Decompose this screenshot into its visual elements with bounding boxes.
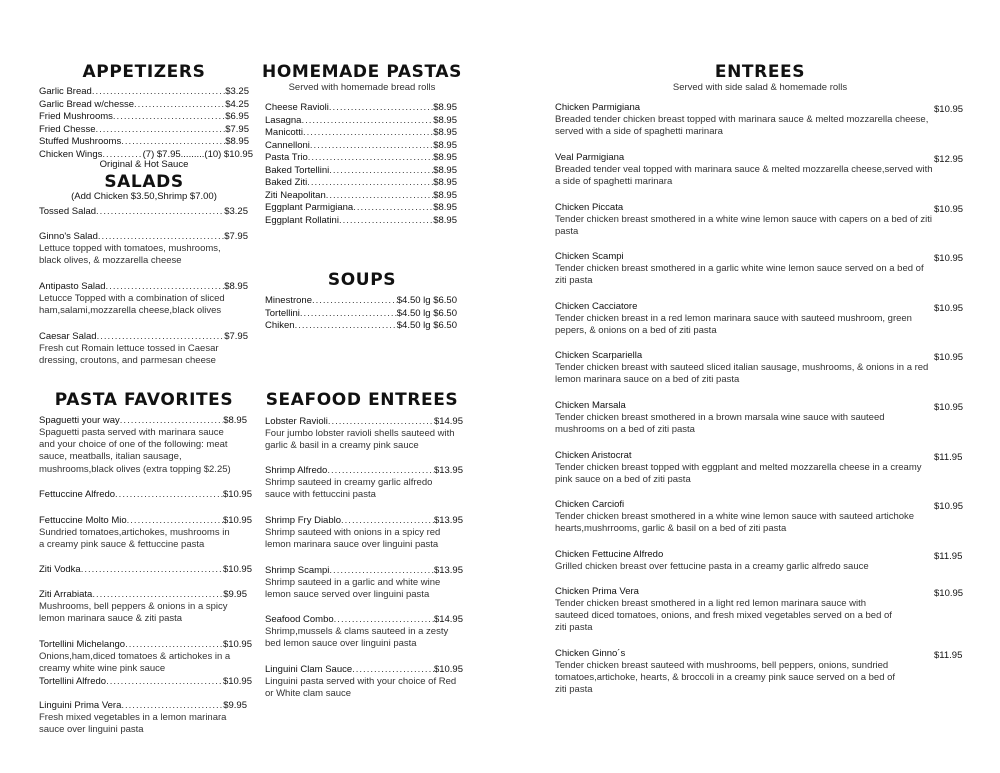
menu-item [39,564,252,575]
menu-item [39,124,249,135]
item-name: Garlic Bread w/chesse [39,98,135,110]
item-name: Ginno's Salad [39,231,98,242]
entrees-title: ENTREES [714,62,806,82]
entree-name: Chicken Fettucine Alfredo [555,549,664,560]
menu-item [39,676,252,687]
item-description: Fresh cut Romain lettuce tossed in Caesar dressing, croutons, and parmesan cheese [39,343,219,367]
item-price: $8.95 [433,202,457,213]
wings-note: Original & Hot Sauce [99,159,189,170]
menu-item [39,136,249,147]
item-price: $8.95 [433,152,457,163]
entree-description: Tender chicken breast in a red lemon marinara sauce with sauteed mushroom, green pepers, & onions on a bed of ziti pasta [555,313,912,337]
entree-description: Tender chicken breast sauteed with mushrooms, bell peppers, onions, sundried tomatoes,artichoke, hearts, & broccoli in a creamy pink sauce served on a bed of ziti pasta [555,660,896,696]
item-price: $8.95 [224,281,248,292]
item-name: Ziti Neapolitan [265,189,326,201]
item-name: Tortellini Michelango [39,639,126,650]
entree-price: $11.95 [934,452,963,463]
entree-description: Tender chicken breast smothered in a white wine lemon sauce with sauteed artichoke hearts,mushrrooms, garlic & basil on a bed of ziti pasta [555,511,915,535]
menu-item [265,215,457,226]
menu-item [39,639,252,650]
item-price: $10.95 [222,564,252,575]
item-price: $14.95 [433,416,463,427]
entree-name: Chicken Cacciatore [555,301,638,312]
item-name: Baked Tortellini [265,164,330,176]
entree-price: $11.95 [934,650,963,661]
entree-price: $10.95 [934,104,964,115]
menu-item [265,565,463,576]
menu-item [39,700,247,711]
menu-item [265,614,463,625]
item-name: Tossed Salad [39,206,97,217]
item-name: Ziti Arrabiata [39,589,93,600]
entree-description: Tender chicken breast smothered in a light red lemon marinara sauce with sauteed diced tomatoes, onions, and fresh mixed vegetables served on a bed of ziti pasta [555,598,892,634]
item-description: Onions,ham,diced tomatoes & artichokes in a creamy white wine pink sauce [39,651,231,675]
menu-item [265,190,457,201]
menu-item [39,111,249,122]
item-name: Minestrone [265,295,312,306]
item-name: Shrimp Scampi [265,565,330,576]
item-price: $14.95 [433,614,463,625]
item-price: $10.95 [222,489,252,500]
entree-price: $10.95 [934,352,964,363]
entree-price: $10.95 [934,253,964,264]
entree-name: Chicken Parmigiana [555,102,641,113]
menu-item [265,102,457,113]
item-name: Eggplant Rollatini [265,214,339,226]
item-name: Lasagna [265,114,302,126]
item-price: $8.95 [433,177,457,188]
homemade-pastas-title: HOMEMADE PASTAS [262,62,462,82]
item-price: $8.95 [433,214,457,226]
item-name: Baked Ziti [265,177,308,188]
entree-name: Chicken Aristocrat [555,450,632,461]
item-name: Ziti Vodka [39,564,81,575]
menu-item [265,320,457,331]
pastas-subtitle: Served with homemade bread rolls [288,82,436,93]
menu-item [265,664,463,675]
item-price: $7.95 [225,123,249,135]
item-price: $8.95 [433,139,457,151]
entree-description: Tender chicken breast with sauteed sliced italian sausage, mushrooms, & onions in a red lemon marinara sauce on a bed of ziti pasta [555,362,929,386]
item-description: Sundried tomatoes,artichokes, mushrooms in a creamy pink sauce & fettuccine pasta [39,527,230,551]
item-price: $4.50 lg $6.50 [396,307,457,319]
item-name: Shrimp Fry Diablo [265,515,342,526]
item-price: $8.95 [433,189,457,201]
item-name: Caesar Salad [39,331,97,342]
item-price: $13.95 [433,465,463,476]
item-price: $10.95 [222,639,252,650]
menu-item [265,308,457,319]
entrees-subtitle: Served with side salad & homemade rolls [672,82,848,93]
item-name: Fried Chesse [39,123,96,135]
item-price: $3.25 [225,86,249,97]
item-price: $8.95 [433,114,457,126]
item-price: $8.95 [433,102,457,113]
menu-item [39,281,248,292]
menu-item [265,202,457,213]
item-price: $4.50 lg $6.50 [396,295,457,306]
entree-name: Chicken Prima Vera [555,586,639,597]
menu-item [265,416,463,427]
item-price: $8.95 [225,136,249,147]
item-price: $8.95 [433,164,457,176]
entree-description: Tender chicken breast smothered in a garlic white wine lemon sauce served on a bed of ziti pasta [555,263,924,287]
item-description: Fresh mixed vegetables in a lemon marinara sauce over linguini pasta [39,712,227,736]
menu-item [39,489,252,500]
entree-price: $10.95 [934,204,964,215]
item-name: Cheese Ravioli [265,102,329,113]
item-name: Linguini Prima Vera [39,700,122,711]
item-description: Shrimp sauteed in a garlic and white wine lemon sauce served over linguini pasta [265,577,441,601]
entree-price: $10.95 [934,303,964,314]
menu-item [39,99,249,110]
item-price: $10.95 [222,676,252,687]
item-name: Pasta Trio [265,152,308,163]
menu-item [265,465,463,476]
menu-item [265,165,457,176]
item-name: Linguini Clam Sauce [265,664,353,675]
menu-item [39,231,248,242]
item-price: $7.95 [224,231,248,242]
item-name: Fried Mushrooms [39,111,113,122]
item-price: $10.95 [222,515,252,526]
item-name: Chiken [265,320,295,331]
entree-price: $10.95 [934,501,964,512]
entree-price: $12.95 [934,154,964,165]
item-description: Shrimp sauteed with onions in a spicy red lemon marinara sauce over linguini pasta [265,527,441,551]
item-price: $9.95 [223,700,247,711]
menu-item [265,152,457,163]
item-name: Eggplant Parmigiana [265,202,354,213]
salads-title: SALADS [104,172,184,192]
entree-name: Chicken Marsala [555,400,626,411]
menu-item [39,515,252,526]
menu-item [265,295,457,306]
item-name: Chicken Wings [39,148,103,160]
item-price: $13.95 [433,565,463,576]
item-name: Antipasto Salad [39,281,106,292]
entree-name: Chicken Piccata [555,202,624,213]
menu-item [265,515,463,526]
item-description: Lettuce topped with tomatoes, mushrooms, black olives, & mozzarella cheese [39,243,221,267]
entree-name: Chicken Scarpariella [555,350,643,361]
appetizers-title: APPETIZERS [82,62,206,82]
item-price: $8.95 [433,127,457,138]
menu-item [39,86,249,97]
item-name: Seafood Combo [265,614,334,625]
entree-description: Breaded tender chicken breast topped with marinara sauce & melted mozzarella cheese, served with a side of spaghetti marinara [555,114,929,138]
entree-description: Tender chicken breast smothered in a white wine lemon sauce with capers on a bed of ziti pasta [555,214,933,238]
item-description: Shrimp,mussels & clams sauteed in a zesty bed lemon sauce over linguini pasta [265,626,449,650]
entree-description: Breaded tender veal topped with marinara sauce & melted mozzarella cheese,served with a side of spaghetti marinara [555,164,933,188]
soups-title: SOUPS [327,270,397,290]
item-description: Letucce Topped with a combination of sliced ham,salami,mozzarella cheese,black olives [39,293,225,317]
menu-item [39,331,248,342]
menu-item [265,127,457,138]
item-name: Spaguetti your way [39,415,120,426]
entree-description: Tender chicken breast smothered in a brown marsala wine sauce with sauteed mushrooms on a bed of ziti pasta [555,412,885,436]
item-description: Four jumbo lobster ravioli shells sauteed with garlic & basil in a creamy pink sauce [265,428,455,452]
entree-price: $10.95 [934,588,964,599]
menu-item [39,149,253,160]
item-name: Fettuccine Molto Mio [39,515,127,526]
item-name: Stuffed Mushrooms [39,136,122,147]
item-price: $6.95 [225,111,249,122]
entree-name: Veal Parmigiana [555,152,625,163]
item-name: Manicotti [265,127,304,138]
menu-item [39,415,247,426]
entree-description: Grilled chicken breast over fettucine pasta in a creamy garlic alfredo sauce [555,561,869,572]
pasta-favorites-title: PASTA FAVORITES [54,390,234,410]
item-description: Shrimp sauteed in creamy garlic alfredo sauce with fettuccini pasta [265,477,433,501]
item-price: $4.50 lg $6.50 [396,320,457,331]
menu-item [265,115,457,126]
seafood-entrees-title: SEAFOOD ENTREES [265,390,459,410]
entree-name: Chicken Ginno´s [555,648,626,659]
entree-description: Tender chicken breast topped with eggplant and melted mozzarella cheese in a creamy pink sauce on a bed of ziti pasta [555,462,922,486]
item-name: Lobster Ravioli [265,416,328,427]
item-price: $4.25 [225,98,249,110]
item-name: Tortellini Alfredo [39,676,107,687]
menu-item [265,140,457,151]
entree-price: $11.95 [934,551,963,562]
item-price: $13.95 [433,515,463,526]
entree-name: Chicken Carciofi [555,499,625,510]
menu-item [39,206,248,217]
item-name: Shrimp Alfredo [265,465,328,476]
item-name: Fettuccine Alfredo [39,489,116,500]
item-price: $9.95 [223,589,247,600]
item-description: Linguini pasta served with your choice of Red or White clam sauce [265,676,457,700]
entree-price: $10.95 [934,402,964,413]
item-price: $3.25 [224,206,248,217]
item-price: $8.95 [223,415,247,426]
item-name: Tortellini [265,307,300,319]
item-name: Cannelloni [265,139,310,151]
item-description: Spaguetti pasta served with marinara sauce and your choice of one of the following: meat sauce, meatballs, italian sausage, mushrooms,black olives (extra topping $2.25) [39,427,231,475]
item-price: $7.95 [224,331,248,342]
entree-name: Chicken Scampi [555,251,624,262]
menu-item [265,177,457,188]
item-price: $10.95 [433,664,463,675]
item-description: Mushrooms, bell peppers & onions in a spicy lemon marinara sauce & ziti pasta [39,601,228,625]
item-name: Garlic Bread [39,86,92,97]
menu-item [39,589,247,600]
salads-subtitle: (Add Chicken $3.50,Shrimp $7.00) [71,191,217,202]
item-price: (7) $7.95.........(10) $10.95 [142,148,253,160]
